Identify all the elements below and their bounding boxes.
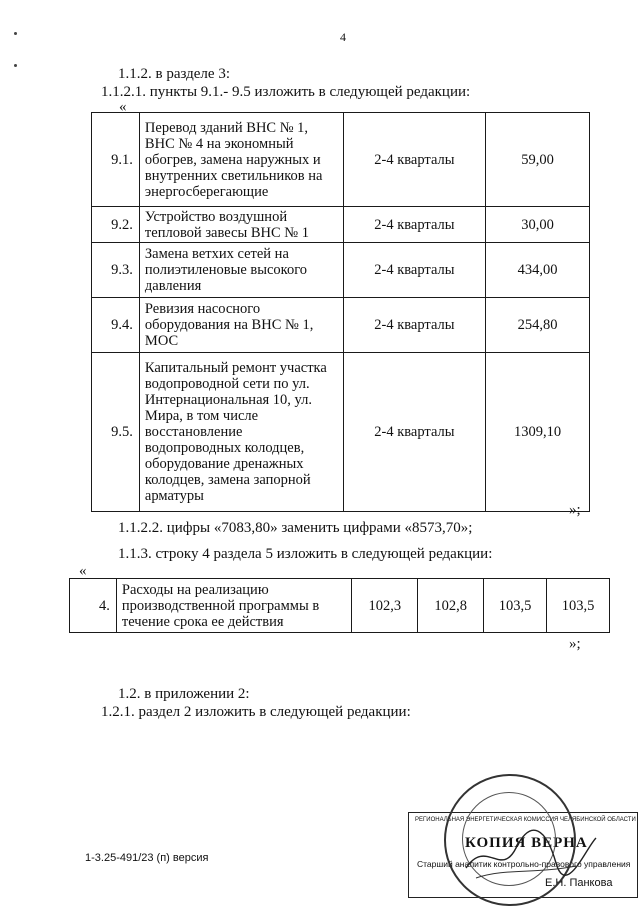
stamp-position: Старший аналитик контрольно-правового управления [417,859,631,869]
row-description: Ревизия насосного оборудования на ВНС № 1, МОС [139,298,343,353]
row-description: Перевод зданий ВНС № 1, ВНС № 4 на экономный обогрев, замена наружных и внутренних светильников на энергосберегающие [139,113,343,207]
row-period: 2-4 кварталы [343,243,486,298]
row-number: 9.2. [92,207,140,243]
row-amount: 434,00 [486,243,590,298]
paragraph-1-1-3: 1.1.3. строку 4 раздела 5 изложить в следующей редакции: [118,546,493,562]
row-number: 4. [70,579,117,633]
section5-row-table [69,578,610,633]
table-row [92,298,590,353]
row-period: 2-4 кварталы [343,207,486,243]
table-row [70,579,610,633]
value-cell: 102,3 [352,579,418,633]
table-row [92,243,590,298]
row-number: 9.1. [92,113,140,207]
signature [456,808,606,888]
row-period: 2-4 кварталы [343,113,486,207]
stamp-title: КОПИЯ ВЕРНА [465,835,588,851]
paragraph-1-1-2-2: 1.1.2.2. цифры «7083,80» заменить цифрами «8573,70»; [118,520,473,536]
close-quote-1: »; [569,502,581,518]
row-amount: 254,80 [486,298,590,353]
value-cell: 102,8 [418,579,484,633]
close-quote-2: »; [569,636,581,652]
row-number: 9.4. [92,298,140,353]
footer-version: 1-3.25-491/23 (п) версия [85,852,209,864]
open-quote-1: « [119,99,127,115]
intro-line-1: 1.1.2. в разделе 3: [118,66,230,82]
stamp-signatory-name: Е.Н. Панкова [545,877,613,889]
page-number: 4 [340,30,346,44]
row-period: 2-4 кварталы [343,298,486,353]
row-amount: 1309,10 [486,353,590,512]
open-quote-2: « [79,563,87,579]
paragraph-1-2: 1.2. в приложении 2: [118,686,250,702]
table-row [92,353,590,512]
intro-line-2: 1.1.2.1. пункты 9.1.- 9.5 изложить в следующей редакции: [101,84,471,100]
row-period: 2-4 кварталы [343,353,486,512]
plan-table [91,112,590,512]
stamp-header: РЕГИОНАЛЬНАЯ ЭНЕРГЕТИЧЕСКАЯ КОМИССИЯ ЧЕЛЯБИНСКОЙ ОБЛАСТИ [415,817,636,823]
row-description: Капитальный ремонт участка водопроводной сети по ул. Интернациональная 10, ул. Мира, в том числе восстановление водопроводных колодцев, оборудование дренажных колодцев, замена запорной арматуры [139,353,343,512]
row-description: Устройство воздушной тепловой завесы ВНС № 1 [139,207,343,243]
row-number: 9.3. [92,243,140,298]
value-cell: 103,5 [547,579,610,633]
row-amount: 59,00 [486,113,590,207]
row-description: Замена ветхих сетей на полиэтиленовые высокого давления [139,243,343,298]
table-row [92,207,590,243]
row-amount: 30,00 [486,207,590,243]
value-cell: 103,5 [484,579,547,633]
paragraph-1-2-1: 1.2.1. раздел 2 изложить в следующей редакции: [101,704,411,720]
row-number: 9.5. [92,353,140,512]
table-row [92,113,590,207]
row-description: Расходы на реализацию производственной программы в течение срока ее действия [116,579,352,633]
